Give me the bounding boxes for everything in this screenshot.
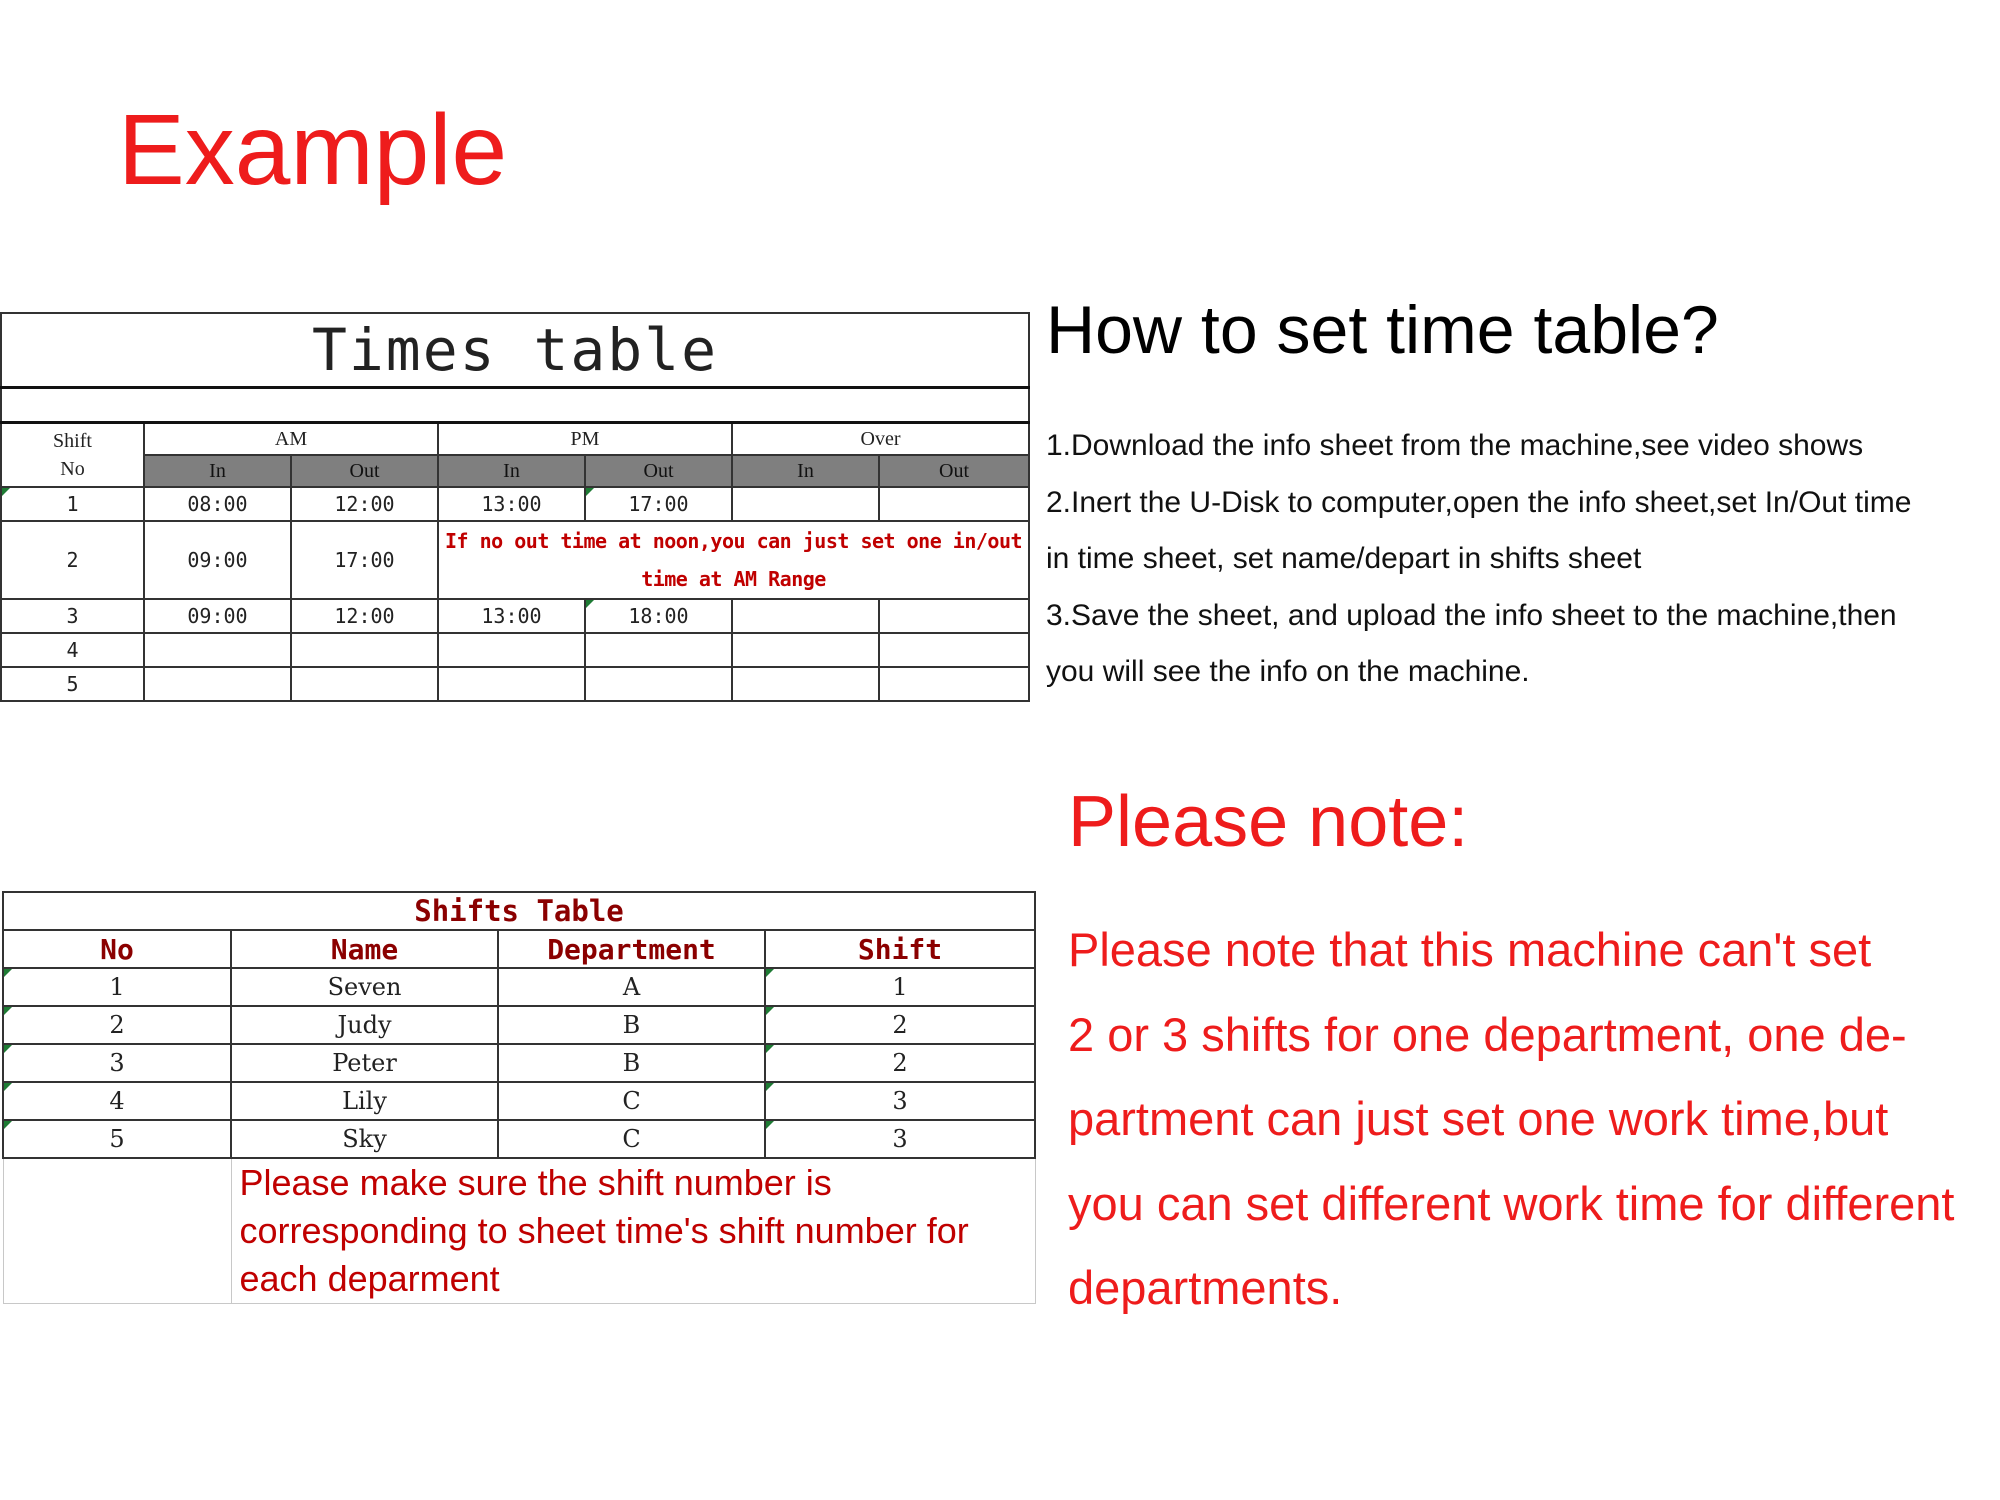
no-cell: 2 <box>3 1006 231 1044</box>
table-row <box>1 667 1029 701</box>
name-cell: Peter <box>231 1044 498 1082</box>
subheader-over-in: In <box>732 455 879 487</box>
time-cell: 12:00 <box>291 487 438 521</box>
table-row <box>3 1006 1035 1044</box>
name-cell: Seven <box>231 968 498 1006</box>
time-cell <box>879 487 1029 521</box>
time-cell <box>291 633 438 667</box>
time-cell: 17:00 <box>585 487 732 521</box>
subheader-pm-in: In <box>438 455 585 487</box>
time-cell <box>144 667 291 701</box>
subheader-am-in: In <box>144 455 291 487</box>
how-to-line: 3.Save the sheet, and upload the info sheet to the machine,then <box>1046 598 1897 632</box>
shifts-table-title: Shifts Table <box>3 892 1035 930</box>
table-row <box>1 599 1029 633</box>
name-cell: Lily <box>231 1082 498 1120</box>
please-note-body <box>1068 908 1988 1331</box>
no-cell: 5 <box>3 1120 231 1158</box>
time-cell <box>879 633 1029 667</box>
group-header-am: AM <box>144 423 438 456</box>
please-note-line: you can set different work time for different <box>1068 1176 1955 1230</box>
shift-no-cell: 3 <box>1 599 144 633</box>
subheader-pm-out: Out <box>585 455 732 487</box>
time-cell <box>879 599 1029 633</box>
time-cell <box>879 667 1029 701</box>
subheader-am-out: Out <box>291 455 438 487</box>
department-cell: B <box>498 1006 765 1044</box>
how-to-line: in time sheet, set name/depart in shifts sheet <box>1046 542 1642 575</box>
department-cell: B <box>498 1044 765 1082</box>
time-cell: 18:00 <box>585 599 732 633</box>
shift-no-cell: 2 <box>1 521 144 599</box>
time-cell <box>438 633 585 667</box>
department-cell: A <box>498 968 765 1006</box>
times-table-blank-row <box>1 388 1029 423</box>
shift-cell: 3 <box>765 1082 1035 1120</box>
please-note-line: Please note that this machine can't set <box>1068 923 1872 976</box>
please-note-title: Please note: <box>1068 782 1469 862</box>
shift-no-cell: 4 <box>1 633 144 667</box>
table-row <box>1 521 1029 599</box>
shift-cell: 2 <box>765 1044 1035 1082</box>
time-cell: 17:00 <box>291 521 438 599</box>
group-header-over: Over <box>732 423 1029 456</box>
how-to-steps <box>1046 418 1996 701</box>
table-row <box>1 487 1029 521</box>
shift-number-note: Please make sure the shift number is corresponding to sheet time's shift number for each deparment <box>231 1158 1035 1304</box>
time-cell <box>585 633 732 667</box>
time-cell <box>732 599 879 633</box>
no-cell: 1 <box>3 968 231 1006</box>
shift-no-cell: 5 <box>1 667 144 701</box>
how-to-title: How to set time table? <box>1046 292 1719 368</box>
shift-no-header <box>1 423 144 488</box>
department-cell: C <box>498 1082 765 1120</box>
time-cell: 13:00 <box>438 599 585 633</box>
table-row <box>3 1044 1035 1082</box>
example-heading: Example <box>118 94 508 206</box>
time-cell <box>291 667 438 701</box>
table-row <box>3 1120 1035 1158</box>
shift-no-header-line1: Shift <box>53 430 92 452</box>
empty-cell <box>3 1158 231 1304</box>
no-cell: 3 <box>3 1044 231 1082</box>
time-cell <box>585 667 732 701</box>
times-table-title: Times table <box>1 313 1029 388</box>
time-cell: 12:00 <box>291 599 438 633</box>
shift-cell: 3 <box>765 1120 1035 1158</box>
header-name: Name <box>231 930 498 968</box>
times-table <box>0 312 1030 702</box>
subheader-over-out: Out <box>879 455 1029 487</box>
header-shift: Shift <box>765 930 1035 968</box>
no-cell: 4 <box>3 1082 231 1120</box>
time-cell <box>438 667 585 701</box>
how-to-line: 2.Inert the U-Disk to computer,open the info sheet,set In/Out time <box>1046 485 1912 519</box>
time-cell: 09:00 <box>144 599 291 633</box>
shift-no-header-line2: No <box>60 458 85 480</box>
time-cell: 09:00 <box>144 521 291 599</box>
time-cell <box>732 633 879 667</box>
am-range-note: If no out time at noon,you can just set one in/out time at AM Range <box>438 521 1029 599</box>
please-note-line: 2 or 3 shifts for one department, one de- <box>1068 1007 1907 1061</box>
time-cell <box>732 487 879 521</box>
please-note-line: partment can just set one work time,but <box>1068 1092 1889 1145</box>
table-row <box>1 633 1029 667</box>
name-cell: Judy <box>231 1006 498 1044</box>
time-cell <box>144 633 291 667</box>
group-header-pm: PM <box>438 423 732 456</box>
shifts-table <box>2 891 1036 1304</box>
how-to-line: 1.Download the info sheet from the machine,see video shows <box>1046 429 1864 462</box>
table-row <box>3 968 1035 1006</box>
how-to-line: you will see the info on the machine. <box>1046 655 1530 688</box>
name-cell: Sky <box>231 1120 498 1158</box>
table-row <box>3 1082 1035 1120</box>
header-department: Department <box>498 930 765 968</box>
shift-cell: 2 <box>765 1006 1035 1044</box>
time-cell: 08:00 <box>144 487 291 521</box>
time-cell: 13:00 <box>438 487 585 521</box>
shift-no-cell: 1 <box>1 487 144 521</box>
department-cell: C <box>498 1120 765 1158</box>
time-cell <box>732 667 879 701</box>
please-note-line: departments. <box>1068 1261 1343 1314</box>
shift-cell: 1 <box>765 968 1035 1006</box>
header-no: No <box>3 930 231 968</box>
